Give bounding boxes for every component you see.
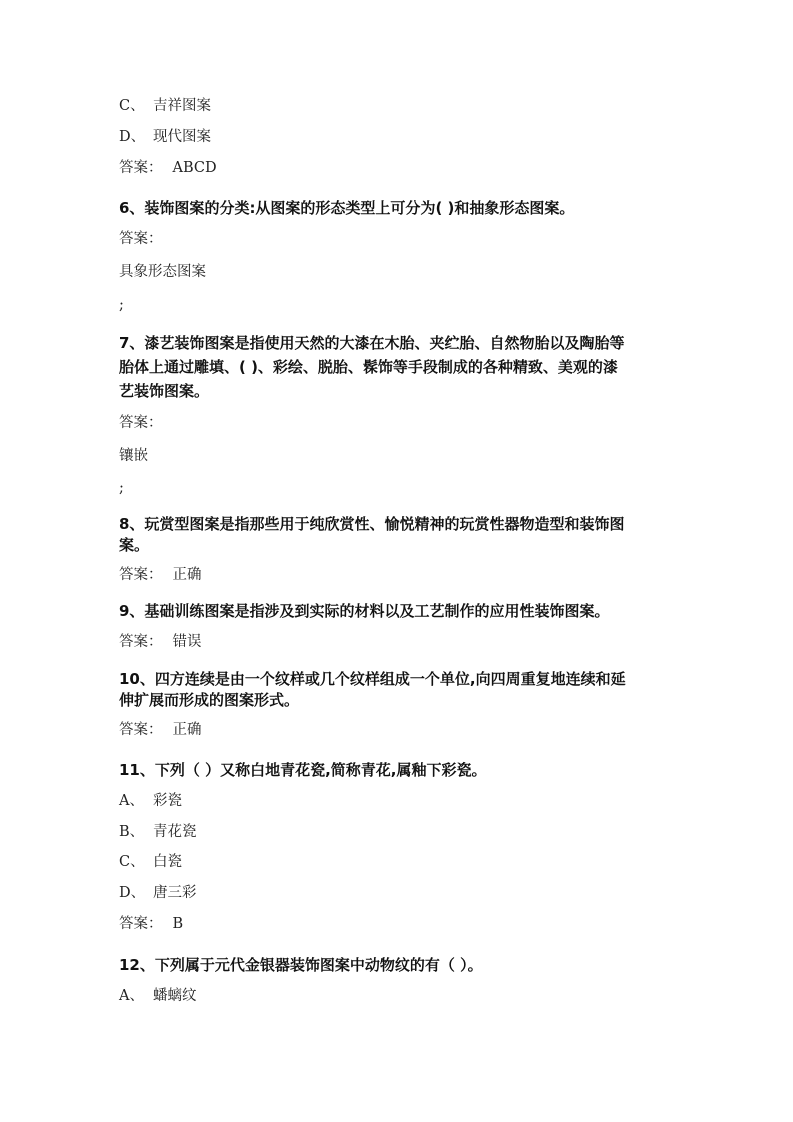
q11-option-c [119,852,182,872]
answer-value: ABCD [172,160,217,176]
option-text: 白瓷 [153,854,182,870]
q8-question-line1: 8、玩赏型图案是指那些用于纯欣赏性、愉悦精神的玩赏性器物造型和装饰图 [119,515,625,533]
option-label: B、 [119,824,145,840]
option-label: A、 [119,988,144,1004]
q7-answer-value: 镶嵌 [119,448,148,464]
q5-option-d [119,127,211,147]
answer-value: 正确 [172,722,202,738]
q10-question-line1: 10、四方连续是由一个纹样或几个纹样组成一个单位,向四周重复地连续和延 [119,670,626,688]
option-label: D、 [119,129,146,145]
q6-semicolon: ; [119,297,124,313]
q5-answer [119,158,217,178]
option-label: D、 [119,885,146,901]
q7-answer-label: 答案： [119,415,163,431]
option-text: 蟠螭纹 [153,988,197,1004]
q7-question-line1: 7、漆艺装饰图案是指使用天然的大漆在木胎、夹纻胎、自然物胎以及陶胎等 [119,334,625,352]
option-text: 彩瓷 [153,793,182,809]
q8-question-line2: 案。 [119,536,150,554]
q10-question-line2: 伸扩展而形成的图案形式。 [119,691,300,709]
option-label: C、 [119,98,145,114]
answer-value: B [172,916,184,932]
q6-question: 6、装饰图案的分类:从图案的形态类型上可分为( )和抽象形态图案。 [119,199,575,217]
q10-answer [119,720,202,740]
option-label: A、 [119,793,144,809]
q6-answer-value: 具象形态图案 [119,264,206,280]
option-text: 唐三彩 [153,885,197,901]
q11-option-b [119,822,197,842]
q5-option-c [119,96,211,116]
q7-question-line3: 艺装饰图案。 [119,382,210,400]
answer-label: 答案： [119,916,163,932]
answer-label: 答案： [119,722,163,738]
answer-value: 正确 [172,567,202,583]
q9-answer [119,632,202,652]
q11-option-a [119,791,182,811]
q11-question: 11、下列（ ）又称白地青花瓷,简称青花,属釉下彩瓷。 [119,761,487,779]
option-text: 青花瓷 [153,824,197,840]
q12-question: 12、下列属于元代金银器装饰图案中动物纹的有（ ）。 [119,956,483,974]
answer-label: 答案： [119,160,163,176]
option-text: 吉祥图案 [153,98,211,114]
option-text: 现代图案 [153,129,211,145]
answer-label: 答案： [119,567,163,583]
q11-option-d [119,883,197,903]
q8-answer [119,565,202,585]
q7-semicolon: ; [119,480,124,496]
answer-label: 答案： [119,634,163,650]
q6-answer-label: 答案： [119,231,163,247]
q12-option-a [119,986,197,1006]
option-label: C、 [119,854,145,870]
q11-answer [119,914,183,934]
answer-value: 错误 [172,634,202,650]
q9-question: 9、基础训练图案是指涉及到实际的材料以及工艺制作的应用性装饰图案。 [119,602,610,620]
q7-question-line2: 胎体上通过雕填、( )、彩绘、脱胎、髹饰等手段制成的各种精致、美观的漆 [119,358,618,376]
